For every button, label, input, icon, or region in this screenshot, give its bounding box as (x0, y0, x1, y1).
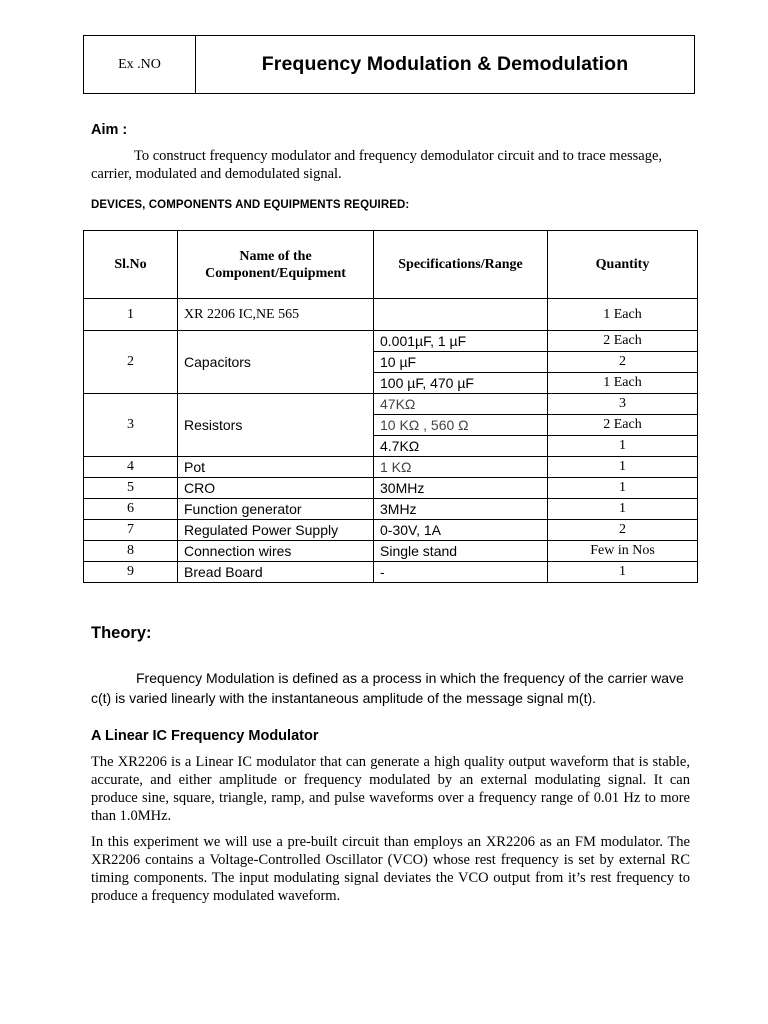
cell-quantity: 1 (548, 478, 698, 499)
table-row (84, 331, 698, 352)
cell-quantity: 1 Each (548, 299, 698, 331)
cell-quantity: 3 (548, 394, 698, 415)
cell-name: Resistors (178, 394, 374, 457)
cell-spec: 1 KΩ (374, 457, 548, 478)
cell-slno: 1 (84, 299, 178, 331)
cell-slno: 7 (84, 520, 178, 541)
cell-spec: 0.001µF, 1 µF (374, 331, 548, 352)
column-header-slno: Sl.No (84, 231, 178, 299)
cell-spec: 3MHz (374, 499, 548, 520)
cell-spec: 30MHz (374, 478, 548, 499)
table-row (84, 299, 698, 331)
cell-quantity: 1 Each (548, 373, 698, 394)
exno-label: Ex .NO (84, 36, 196, 93)
devices-heading: DEVICES, COMPONENTS AND EQUIPMENTS REQUIRED: (91, 199, 410, 211)
table-row (84, 478, 698, 499)
cell-name: Capacitors (178, 331, 374, 394)
cell-name: XR 2206 IC,NE 565 (178, 299, 374, 331)
column-header-specs: Specifications/Range (374, 231, 548, 299)
column-header-quantity: Quantity (548, 231, 698, 299)
cell-slno: 2 (84, 331, 178, 394)
cell-quantity: 1 (548, 436, 698, 457)
table-row (84, 499, 698, 520)
cell-spec: 4.7KΩ (374, 436, 548, 457)
cell-quantity: 2 (548, 352, 698, 373)
cell-slno: 3 (84, 394, 178, 457)
header-box (83, 35, 695, 94)
modulator-heading: A Linear IC Frequency Modulator (91, 728, 319, 744)
cell-spec (374, 299, 548, 331)
theory-heading: Theory: (91, 624, 152, 642)
table-row (84, 562, 698, 583)
cell-spec: Single stand (374, 541, 548, 562)
cell-spec: 10 KΩ , 560 Ω (374, 415, 548, 436)
cell-quantity: 2 Each (548, 331, 698, 352)
table-row (84, 457, 698, 478)
cell-spec: 0-30V, 1A (374, 520, 548, 541)
cell-slno: 5 (84, 478, 178, 499)
aim-heading: Aim : (91, 122, 128, 138)
cell-spec: 100 µF, 470 µF (374, 373, 548, 394)
cell-name: Bread Board (178, 562, 374, 583)
cell-name: Connection wires (178, 541, 374, 562)
aim-text: To construct frequency modulator and frequency demodulator circuit and to trace message, carrier, modulated and demodulated signal. (91, 148, 663, 182)
table-row (84, 520, 698, 541)
cell-quantity: Few in Nos (548, 541, 698, 562)
cell-name: CRO (178, 478, 374, 499)
cell-quantity: 2 Each (548, 415, 698, 436)
cell-quantity: 1 (548, 457, 698, 478)
page-title: Frequency Modulation & Demodulation (261, 53, 629, 75)
cell-name: Function generator (178, 499, 374, 520)
cell-slno: 9 (84, 562, 178, 583)
cell-slno: 6 (84, 499, 178, 520)
table-header-row (84, 231, 698, 299)
modulator-paragraph-1: The XR2206 is a Linear IC modulator that can generate a high quality output waveform that is stable, accurate, and either amplitude or frequency modulated by an external modulating signal. It can produce sine, square, triangle, ramp, and pulse waveforms over a frequency range of 0.01 Hz to more than 1.0MHz. (91, 754, 690, 824)
components-table (83, 230, 698, 583)
cell-quantity: 1 (548, 499, 698, 520)
column-header-name: Name of the Component/Equipment (178, 231, 374, 299)
cell-spec: 10 µF (374, 352, 548, 373)
cell-name: Pot (178, 457, 374, 478)
cell-quantity: 1 (548, 562, 698, 583)
cell-spec: - (374, 562, 548, 583)
cell-name: Regulated Power Supply (178, 520, 374, 541)
table-row (84, 541, 698, 562)
theory-text: Frequency Modulation is defined as a process in which the frequency of the carrier wave c(t) is varied linearly with the instantaneous amplitude of the message signal m(t). (91, 670, 684, 706)
cell-slno: 4 (84, 457, 178, 478)
modulator-paragraph-2: In this experiment we will use a pre-built circuit than employs an XR2206 as an FM modulator. The XR2206 contains a Voltage-Controlled Oscillator (VCO) whose rest frequency is set by external RC timing components. The input modulating signal deviates the VCO output from it’s rest frequency to produce a frequency modulated waveform. (91, 834, 690, 904)
cell-slno: 8 (84, 541, 178, 562)
cell-spec: 47KΩ (374, 394, 548, 415)
table-row (84, 394, 698, 415)
cell-quantity: 2 (548, 520, 698, 541)
